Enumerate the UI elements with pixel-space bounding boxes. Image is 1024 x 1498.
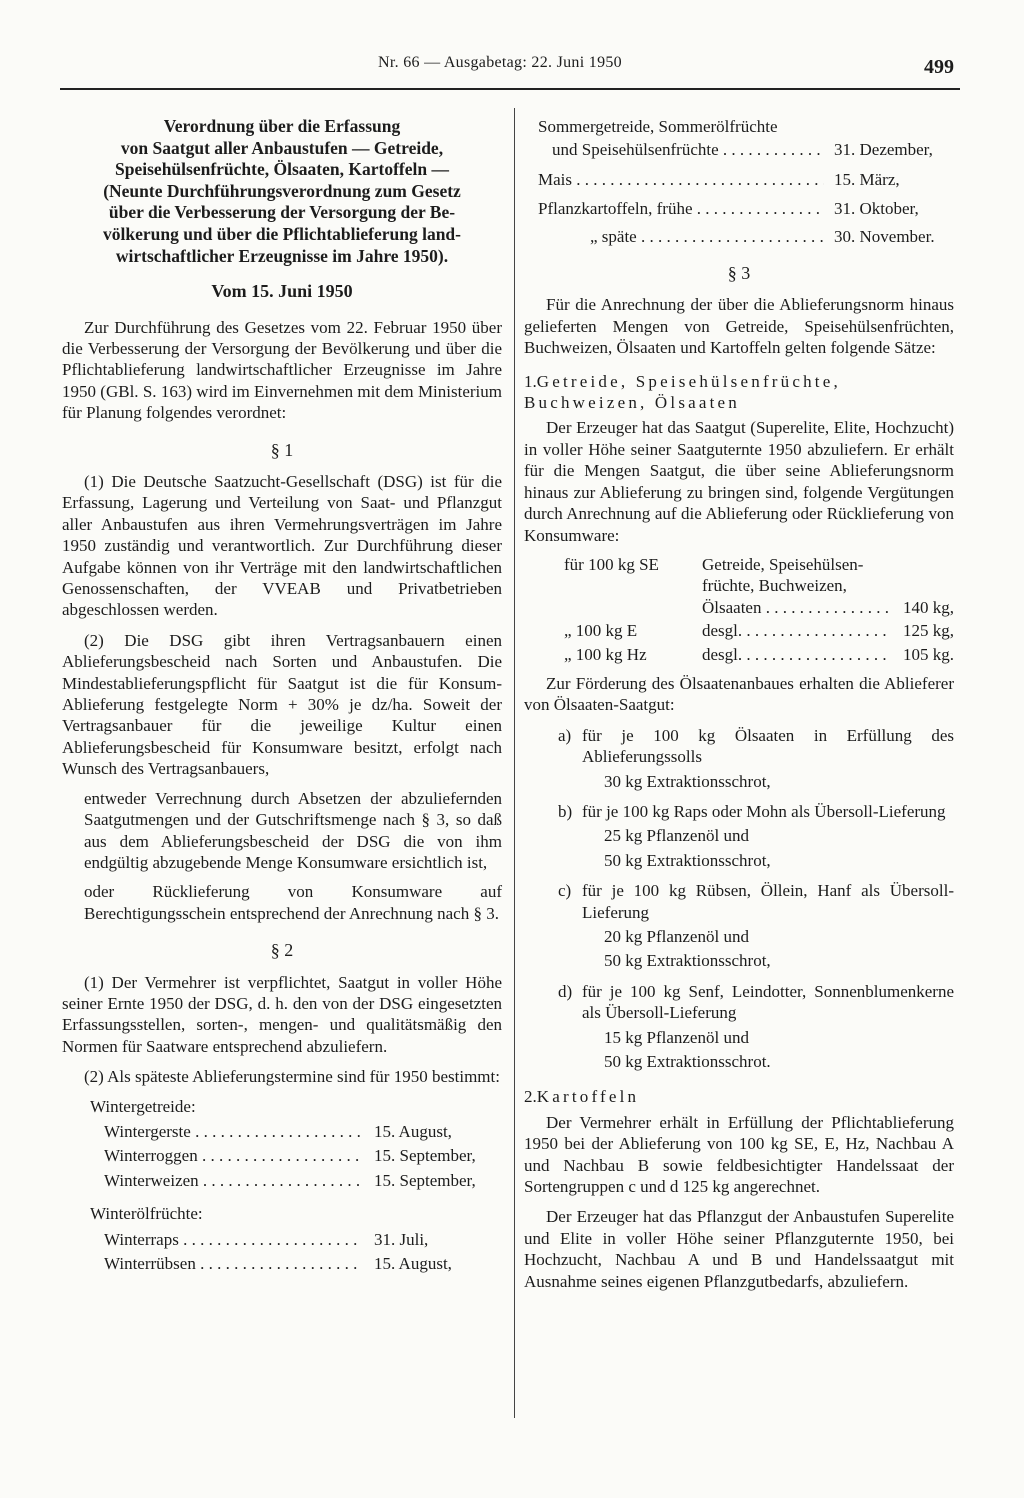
rate-row bbox=[524, 554, 954, 575]
rate-goods: Getreide, Speisehülsen- bbox=[702, 554, 864, 574]
deadline-date: 31. Dezember, bbox=[834, 140, 933, 160]
header-rule bbox=[60, 88, 960, 90]
left-column bbox=[62, 116, 502, 1274]
deadline-crop: und Speisehülsenfrüchte . . . bbox=[552, 139, 824, 160]
preamble: Zur Durchführung des Gesetzes vom 22. Februar 1950 über die Verbesserung der Versorgung der Bevölkerung und über die Pflichtablieferung landwirtschaftlicher Erzeugnisse im Jahre 1950 (GBl. S. 163) wird im Einvernehmen mit dem Ministerium für Planung folgendes verordnet: bbox=[62, 317, 502, 423]
deadline-crop: Winterraps . . . bbox=[104, 1229, 360, 1250]
rate-amount: 125 kg, bbox=[903, 621, 954, 641]
oil-amount: 50 kg Extraktionsschrot. bbox=[604, 1052, 771, 1072]
deadline-row bbox=[62, 1121, 494, 1142]
rate-goods: früchte, Buchweizen, bbox=[702, 576, 847, 596]
section-3-intro: Für die Anrechnung der über die Ablieferungsnorm hinaus gelieferten Mengen von Getreide, Speisehülsenfrüchten, Buchweizen, Ölsaaten und Kartoffeln gelten folgende Sätze: bbox=[524, 295, 954, 358]
deadline-crop: Pflanzkartoffeln, frühe . . . bbox=[538, 198, 824, 219]
deadline-crop: Winterrübsen . . . bbox=[104, 1253, 360, 1274]
oil-amount: 50 kg Extraktionsschrot, bbox=[604, 850, 771, 870]
rate-unit: für 100 kg SE bbox=[564, 554, 659, 574]
oil-item-text: für je 100 kg Ölsaaten in Erfüllung des Ablieferungssolls bbox=[582, 725, 954, 767]
title-line: Verordnung über die Erfassung bbox=[163, 116, 401, 136]
oil-amount: 20 kg Pflanzenöl und bbox=[604, 927, 749, 946]
rate-amount: 105 kg. bbox=[903, 644, 954, 664]
deadline-date: 31. Oktober, bbox=[834, 199, 919, 219]
deadline-date: 15. August, bbox=[374, 1121, 452, 1141]
column-divider bbox=[514, 108, 515, 1418]
deadline-date: 15. August, bbox=[374, 1254, 452, 1273]
rate-row bbox=[524, 575, 954, 596]
section-2-paragraph-2: (2) Als späteste Ablieferungstermine sind für 1950 bestimmt: bbox=[84, 1067, 500, 1087]
deadline-row bbox=[62, 1229, 494, 1250]
rate-unit bbox=[524, 597, 702, 618]
title-line: von Saatgut aller Anbaustufen — Getreide, bbox=[120, 137, 444, 158]
item-2-title: Kartoffeln bbox=[536, 1087, 640, 1107]
rate-table bbox=[524, 554, 954, 665]
section-2-paragraph-1: (1) Der Vermehrer ist verpflichtet, Saatgut in voller Höhe seiner Ernte 1950 der DSG, d. h. den von der DSG eingesetzten Erfassungsstellen, sorten-, mengen- und qualitätsmäßig den Normen für Saatware entsprechend abzuliefern. bbox=[62, 972, 502, 1056]
rate-goods: desgl. . . . bbox=[702, 620, 888, 641]
title-line: Speisehülsenfrüchte, Ölsaaten, Kartoffeln — bbox=[115, 159, 449, 180]
section-1-paragraph-1: (1) Die Deutsche Saatzucht-Gesellschaft (DSG) ist für die Erfassung, Lagerung und Verteilung von Saat- und Pflanzgut aller Anbaustufen aus ihren Vermehrungsverträgen im Jahre 1950 zuständig und verantwortlich. Zur Durchführung dieser Aufgabe können von ihr Verträge mit den landwirtschaftlichen Genossenschaften, der VVEAB und Privatbetrieben abgeschlossen werden. bbox=[62, 472, 502, 620]
oil-item bbox=[524, 880, 954, 923]
oil-item-text: für je 100 kg Senf, Leindotter, Sonnenblumenkerne als Übersoll-Lieferung bbox=[582, 981, 954, 1023]
oil-amount: 50 kg Extraktionsschrot, bbox=[604, 951, 771, 971]
section-1-paragraph-2: (2) Die DSG gibt ihren Vertragsanbauern einen Ablieferungsbescheid nach Sorten und Anbaustufen. Die Mindestablieferungspflicht für Saatgut ist die für Konsum-Ablieferung festgelegte Norm + 30% je dz/ha. Soweit der Vertragsanbauer für die jeweilige Kultur einen Ablieferungsbescheid für Konsumware besitzt, erfolgt nach Wunsch des Vertragsanbauers, bbox=[62, 630, 502, 779]
oil-item bbox=[524, 801, 954, 822]
rate-amount: 140 kg, bbox=[903, 597, 954, 617]
oil-intro: Zur Förderung des Ölsaatenanbaues erhalten die Ablieferer von Ölsaaten-Saatgut: bbox=[524, 673, 954, 715]
spring-deadlines bbox=[524, 116, 954, 247]
section-1-option-2: oder Rücklieferung von Konsumware auf Berechtigungsschein entsprechend der Anrechnung nach § 3. bbox=[84, 882, 502, 923]
right-column bbox=[524, 116, 954, 1292]
oil-amount: 25 kg Pflanzenöl und bbox=[604, 826, 749, 846]
deadline-crop: „ späte . . . bbox=[590, 226, 824, 247]
oil-amount: 30 kg Extraktionsschrot, bbox=[604, 771, 771, 791]
rate-unit: „ 100 kg E bbox=[564, 621, 638, 641]
oil-item-label: c) bbox=[558, 881, 572, 901]
deadline-row bbox=[62, 1170, 494, 1191]
oil-item-label: d) bbox=[558, 981, 573, 1001]
deadline-date: 15. September, bbox=[374, 1170, 476, 1190]
item-2-paragraph-1: Der Vermehrer erhält in Erfüllung der Pflichtablieferung 1950 bei der Ablieferung von 100 kg SE, E, Hz, Nachbau A und Nachbau B sowie feldbesichtigter Handelssaat der Sortengruppen c und d 125 kg angerechnet. bbox=[524, 1112, 954, 1197]
page-header bbox=[60, 52, 960, 92]
oil-item-label: a) bbox=[558, 725, 572, 745]
oil-amount: 15 kg Pflanzenöl und bbox=[604, 1027, 749, 1047]
rate-goods: desgl. . . . bbox=[702, 644, 888, 665]
item-1-text: Der Erzeuger hat das Saatgut (Superelite, Elite, Hochzucht) in voller Höhe seiner Saatguternte 1950 abzuliefern. Er erhält für die Mengen Saatgut, die über seine Ablieferungsnorm hinaus zur Ablieferung zu bringen sind, folgende Vergütungen durch Anrechnung auf die Ablieferung oder Rücklieferung von Konsumware: bbox=[524, 418, 954, 545]
deadline-row bbox=[538, 169, 952, 190]
oil-item bbox=[524, 981, 954, 1024]
oil-item-text: für je 100 kg Rübsen, Öllein, Hanf als Übersoll-Lieferung bbox=[582, 881, 954, 922]
item-2-number: 2. bbox=[524, 1087, 537, 1107]
section-2-heading: § 2 bbox=[270, 940, 294, 961]
item-1-heading bbox=[524, 371, 954, 414]
deadline-row-header: Sommergetreide, Sommerölfrüchte bbox=[538, 117, 778, 136]
deadline-date: 31. Juli, bbox=[374, 1229, 429, 1249]
item-1-number: 1. bbox=[524, 371, 537, 391]
deadline-crop: Mais . . . bbox=[538, 169, 824, 190]
oil-item-text: für je 100 kg Raps oder Mohn als Übersoll-Lieferung bbox=[582, 801, 946, 821]
subtitle-line: wirtschaftlicher Erzeugnisse im Jahre 1950). bbox=[115, 245, 449, 266]
subtitle-line: über die Verbesserung der Versorgung der Be- bbox=[108, 202, 456, 223]
rate-amount bbox=[888, 554, 954, 575]
deadline-date: 15. März, bbox=[834, 169, 900, 189]
page-number: 499 bbox=[924, 56, 954, 78]
oil-item-label: b) bbox=[558, 801, 573, 821]
subtitle-line: (Neunte Durchführungsverordnung zum Gesetz bbox=[103, 180, 461, 201]
item-1-title: Getreide, Speisehülsenfrüchte, Buchweizen, Ölsaaten bbox=[524, 371, 841, 413]
rate-row bbox=[524, 644, 954, 665]
rate-unit bbox=[524, 575, 702, 596]
section-1-option-1: entweder Verrechnung durch Absetzen der abzuliefernden Saatgutmengen und der Gutschriftsmenge nach § 3, so daß aus dem Ablieferungsbescheid der DSG die von ihm endgültig abzugebende Menge Konsumware ersichtlich ist, bbox=[84, 788, 502, 872]
deadline-crop: Wintergerste . . . bbox=[104, 1121, 360, 1142]
item-2-paragraph-2: Der Erzeuger hat das Pflanzgut der Anbaustufen Superelite und Elite in voller Höhe seiner Pflanzguternte 1950, bei Hochzucht, Nachbau A und B und Handelssaatgut mit Ausnahme seines eigenen Pflanzgutbedarfs, abzuliefern. bbox=[524, 1207, 954, 1291]
rate-row bbox=[524, 597, 954, 618]
rate-amount bbox=[888, 575, 954, 596]
deadline-row bbox=[538, 226, 952, 247]
ordinance-date: Vom 15. Juni 1950 bbox=[211, 281, 353, 302]
deadline-date: 15. September, bbox=[374, 1146, 476, 1166]
issue-line: Nr. 66 — Ausgabetag: 22. Juni 1950 bbox=[378, 54, 622, 71]
deadline-date: 30. November. bbox=[834, 226, 935, 246]
deadline-row bbox=[538, 198, 952, 219]
deadline-crop: Winterweizen . . . bbox=[104, 1170, 360, 1191]
section-3-heading: § 3 bbox=[727, 263, 751, 284]
item-2-heading bbox=[524, 1086, 954, 1107]
rate-unit: „ 100 kg Hz bbox=[564, 644, 647, 664]
oil-item bbox=[524, 725, 954, 768]
section-1-heading: § 1 bbox=[270, 439, 294, 460]
winter-grain-label: Wintergetreide: bbox=[90, 1096, 196, 1116]
rate-goods: Ölsaaten . . . bbox=[702, 597, 888, 618]
deadline-row bbox=[538, 139, 952, 160]
deadline-row bbox=[62, 1253, 494, 1274]
subtitle-line: völkerung und über die Pflichtablieferung land- bbox=[103, 223, 461, 244]
rate-row bbox=[524, 620, 954, 641]
winter-oil-label: Winterölfrüchte: bbox=[90, 1204, 203, 1224]
deadline-crop: Winterroggen . . . bbox=[104, 1145, 360, 1166]
deadline-row bbox=[62, 1145, 494, 1166]
